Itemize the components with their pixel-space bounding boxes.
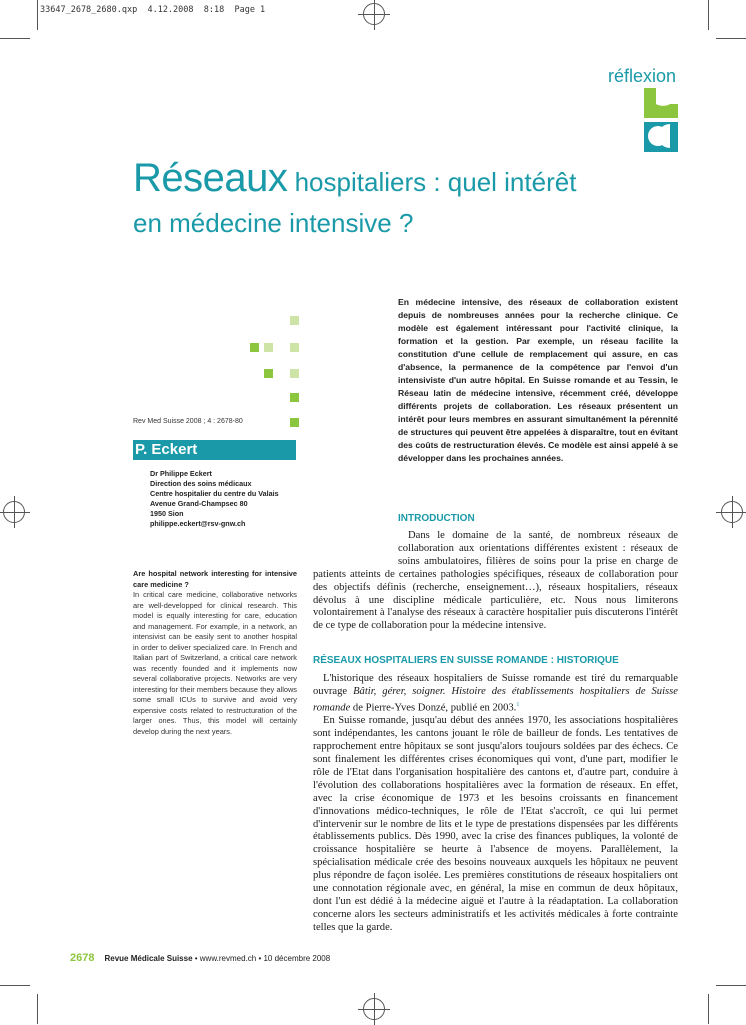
affil-line: Dr Philippe Eckert [150, 469, 212, 478]
affil-line: Direction des soins médicaux [150, 479, 252, 488]
affil-line: Centre hospitalier du centre du Valais [150, 489, 279, 498]
abstract-en [133, 569, 297, 737]
footer-details: • www.revmed.ch • 10 décembre 2008 [192, 954, 331, 963]
reflexion-logo-icon [640, 86, 680, 154]
page-number: 2678 [70, 952, 95, 964]
author-bar: P. Eckert [133, 440, 296, 460]
affil-line: 1950 Sion [150, 509, 184, 518]
crop-mark [0, 38, 30, 39]
book-title: Bâtir, gérer, soigner. Histoire des établissements hospitaliers de Suisse romande [313, 685, 678, 714]
heading-history: RÉSEAUX HOSPITALIERS EN SUISSE ROMANDE : HISTORIQUE [313, 655, 619, 666]
history-body [313, 673, 678, 935]
page-footer [70, 952, 330, 964]
citation-reference: Rev Med Suisse 2008 ; 4 : 2678-80 [133, 418, 243, 425]
abstract-en-title: Are hospital network interesting for intensive care medicine ? [133, 569, 297, 589]
affil-line: Avenue Grand-Champsec 80 [150, 499, 248, 508]
registration-mark [363, 3, 385, 25]
registration-mark [721, 501, 743, 523]
intro-paragraph: Dans le domaine de la santé, de nombreux réseaux de collaboration aux orientations différentes existent : réseaux de soins ambulatoires, filières de soins pour la prise en charge de patients atteints de certaines pathologies spécifiques, réseaux de collaboration pour des objectifs définis (recherche, enseignement…), réseaux hospitaliers, réseaux dévolus à une discipline médicale particulière, etc. Nous nous limiterons volontairement à l'analyse des réseaux à caractère hospitalier puis discuterons l'intérêt de ce type de collaboration pour la médecine intensive. [313, 530, 678, 632]
registration-mark [363, 998, 385, 1020]
crop-mark [708, 994, 709, 1024]
heading-introduction: INTRODUCTION [398, 513, 475, 524]
author-affiliation [150, 469, 279, 529]
title-line2: en médecine intensive ? [133, 208, 414, 238]
history-paragraph-2: En Suisse romande, jusqu'au début des années 1970, les associations hospitalières sont indépendantes, les cantons jouant le rôle de bailleur de fonds. Les tentatives de rapprochement entre hôpitaux se sont jusqu'alors toujours soldées par des échecs. Ce sont finalement les différentes crises économiques qui vont, d'une part, modifier le rôle de l'Etat dans l'organisation hospitalière des cantons et, d'autre part, conduire à l'évolution des collaborations hospitalières avec la formation de réseaux. En effet, avec la crise économique de 1973 et les besoins croissants en financement d'innovations médico-techniques, le rôle de l'Etat s'accroît, ce qui lui permet d'intervenir sur le nombre de lits et le type de prestations dispensées par les différents établissements publics. Dès 1990, avec la crise des finances publiques, la volonté de croissance hospitalière se heurte à l'absence de moyens. Parallèlement, la spécialisation médicale crée des besoins nouveaux auxquels les hôpitaux ne peuvent plus répondre de façon isolée. Les premières constitutions de réseaux hospitaliers ont une connotation régionale avec, en général, la mise en commun de deux hôpitaux, dont l'un est dédié à la médecine aiguë et l'autre à la réadaptation. La collaboration concerne alors les secteurs administratifs et les activités médicales à forte contrainte telles que la garde. [313, 715, 678, 933]
author-email[interactable]: philippe.eckert@rsv-gnw.ch [150, 519, 246, 528]
title-line1-rest: hospitaliers : quel intérêt [287, 167, 577, 197]
print-slug: 33647_2678_2680.qxp 4.12.2008 8:18 Page 1 [40, 5, 266, 15]
section-tag: réflexion [607, 66, 676, 86]
title-first-word: Réseaux [133, 156, 288, 200]
crop-mark [716, 985, 746, 986]
abstract-fr: En médecine intensive, des réseaux de collaboration existent depuis de nombreuses années pour la recherche clinique. Ce modèle est également intéressant pour l'activité clinique, la formation et la gestion. Par exemple, un réseau facilite la constitution d'une cellule de remplacement qui assure, en cas d'absence, la permanence de la compétence par l'envoi d'un intensiviste d'un autre hôpital. En Suisse romande et au Tessin, le Réseau latin de médecine intensive, récemment créé, développe différents projets de collaboration. Les réseaux présentent un intérêt pour leurs membres en assurant simultanément la pérennité de structures qui peuvent être appelées à disparaître, tout en évitant des coûts de restructuration élevés. Ce modèle est ainsi appelé à se développer dans les prochaines années. [398, 297, 678, 463]
journal-name: Revue Médicale Suisse [104, 954, 193, 963]
registration-mark [3, 501, 25, 523]
crop-mark [708, 0, 709, 30]
history-paragraph-1: L'historique des réseaux hospitaliers de Suisse romande est tiré du remarquable ouvrage Bâtir, gérer, soigner. Histoire des établissements hospitaliers de Suisse romande de Pierre-Yves Donzé, publié en 2003.$^1$ [313, 673, 678, 714]
crop-mark [37, 994, 38, 1024]
abstract-en-text: In critical care medicine, collaborative networks are well-developped for clinical research. This model is equally interesting for care, education and management. For example, in a network, an intensivist can be easily sent to another hospital in order to deliver specialized care. In French and Italian part of Switzerland, a critical care network was recently founded and it implements now several collaborative projects. Networks are very interesting for their members because they allows some small ICUs to survive and avoid very expensive costs related to restructuration of the larger ones. Thus, this model will certainly develop during the next years. [133, 590, 297, 736]
intro-paragraph-wrap [313, 530, 678, 633]
footnote-ref[interactable]: 1 [516, 701, 520, 708]
crop-mark [0, 985, 30, 986]
wrap-spacer [313, 530, 398, 568]
article-title [133, 156, 693, 241]
crop-mark [716, 38, 746, 39]
crop-mark [37, 0, 38, 30]
